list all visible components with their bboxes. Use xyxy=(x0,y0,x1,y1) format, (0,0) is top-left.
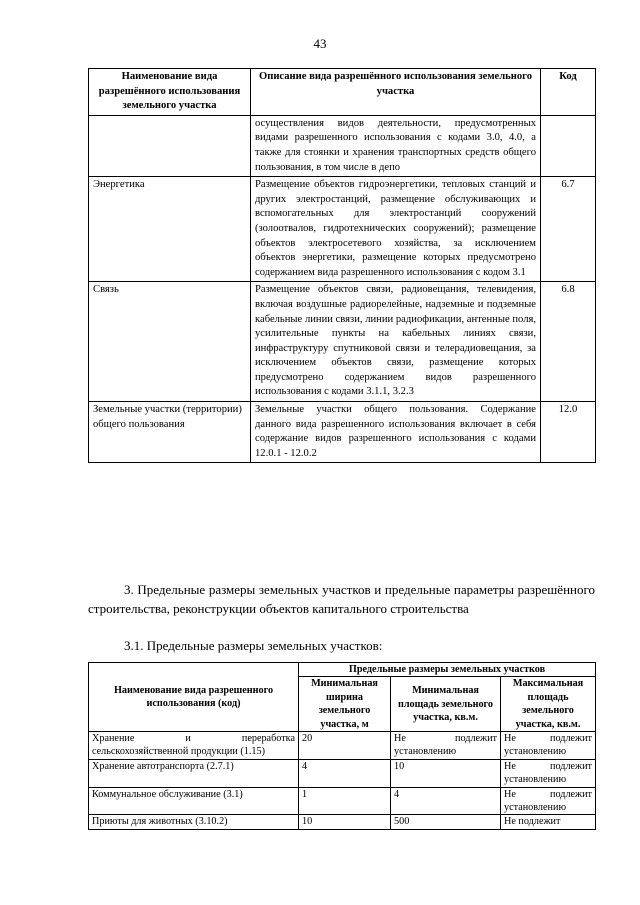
section-3-heading: 3. Предельные размеры земельных участков и предельные параметры разрешённого строительства, реконструкции объектов капитального строительства xyxy=(88,582,595,616)
table-header-row xyxy=(89,69,596,116)
column-header-max-area: Максимальная площадь земельного участка, кв.м. xyxy=(501,677,596,732)
table-row xyxy=(89,402,596,463)
row-name: Связь xyxy=(89,282,251,402)
row-description: осуществления видов деятельности, предусмотренных видами разрешенного использования с кодами 3.0, 4.0, а также для стоянки и хранения транспортных средств общего пользования, в том числе в депо xyxy=(251,115,541,176)
page-number: 43 xyxy=(313,36,327,51)
table-row xyxy=(89,177,596,282)
row-description: Размещение объектов гидроэнергетики, тепловых станций и других электростанций, размещение обслуживающих и вспомогательных для электростанций сооружений (золоотвалов, гидротехнических сооружений); размещение объектов электросетевого хозяйства, за исключением объектов энергетики, размещение которых предусмотрено содержанием вида разрешенного использования с кодом 3.1 xyxy=(251,177,541,282)
row-code xyxy=(541,115,596,176)
row-max-area: Не подлежит xyxy=(501,815,596,829)
row-min-width: 20 xyxy=(299,732,391,760)
column-header-name: Наименование вида разрешённого использования земельного участка xyxy=(89,69,251,116)
row-description: Размещение объектов связи, радиовещания, телевидения, включая воздушные радиорелейные, надземные и подземные кабельные линии связи, линии радиофикации, антенные поля, усилительные пункты на кабельных линиях связи, инфраструктуру спутниковой связи и телерадиовещания, за исключением объектов связи, размещение которых предусмотрено содержанием видов разрешенного использования с кодами 3.1.1, 3.2.3 xyxy=(251,282,541,402)
row-name xyxy=(89,115,251,176)
column-header-min-width: Минимальная ширина земельного участка, м xyxy=(299,677,391,732)
row-min-area: Не подлежит установлению xyxy=(391,732,501,760)
row-name: Хранение и переработка сельскохозяйственной продукции (1.15) xyxy=(89,732,299,760)
row-name: Приюты для животных (3.10.2) xyxy=(89,815,299,829)
table-header-row xyxy=(89,663,596,677)
row-min-area: 10 xyxy=(391,759,501,787)
row-min-area: 4 xyxy=(391,787,501,815)
row-code: 12.0 xyxy=(541,402,596,463)
row-description: Земельные участки общего пользования. Содержание данного вида разрешенного использования включает в себя содержание видов разрешенного использования с кодами 12.0.1 - 12.0.2 xyxy=(251,402,541,463)
land-use-description-table xyxy=(88,68,596,463)
row-min-width: 10 xyxy=(299,815,391,829)
row-name: Хранение автотранспорта (2.7.1) xyxy=(89,759,299,787)
row-name: Земельные участки (территории) общего пользования xyxy=(89,402,251,463)
row-max-area: Не подлежит установлению xyxy=(501,787,596,815)
row-max-area: Не подлежит установлению xyxy=(501,732,596,760)
table-row xyxy=(89,787,596,815)
row-code: 6.8 xyxy=(541,282,596,402)
row-name: Энергетика xyxy=(89,177,251,282)
column-header-group: Предельные размеры земельных участков xyxy=(299,663,596,677)
row-max-area: Не подлежит установлению xyxy=(501,759,596,787)
column-header-description: Описание вида разрешённого использования земельного участка xyxy=(251,69,541,116)
column-header-name: Наименование вида разрешенного использования (код) xyxy=(89,663,299,732)
table-row xyxy=(89,759,596,787)
table-row xyxy=(89,815,596,829)
column-header-code: Код xyxy=(541,69,596,116)
land-plot-size-limits-table xyxy=(88,662,596,830)
row-min-width: 1 xyxy=(299,787,391,815)
column-header-min-area: Минимальная площадь земельного участка, кв.м. xyxy=(391,677,501,732)
row-min-area: 500 xyxy=(391,815,501,829)
table-row xyxy=(89,115,596,176)
section-3-1-heading: 3.1. Предельные размеры земельных участков: xyxy=(124,638,383,653)
table-row xyxy=(89,732,596,760)
row-min-width: 4 xyxy=(299,759,391,787)
table-row xyxy=(89,282,596,402)
row-code: 6.7 xyxy=(541,177,596,282)
row-name: Коммунальное обслуживание (3.1) xyxy=(89,787,299,815)
